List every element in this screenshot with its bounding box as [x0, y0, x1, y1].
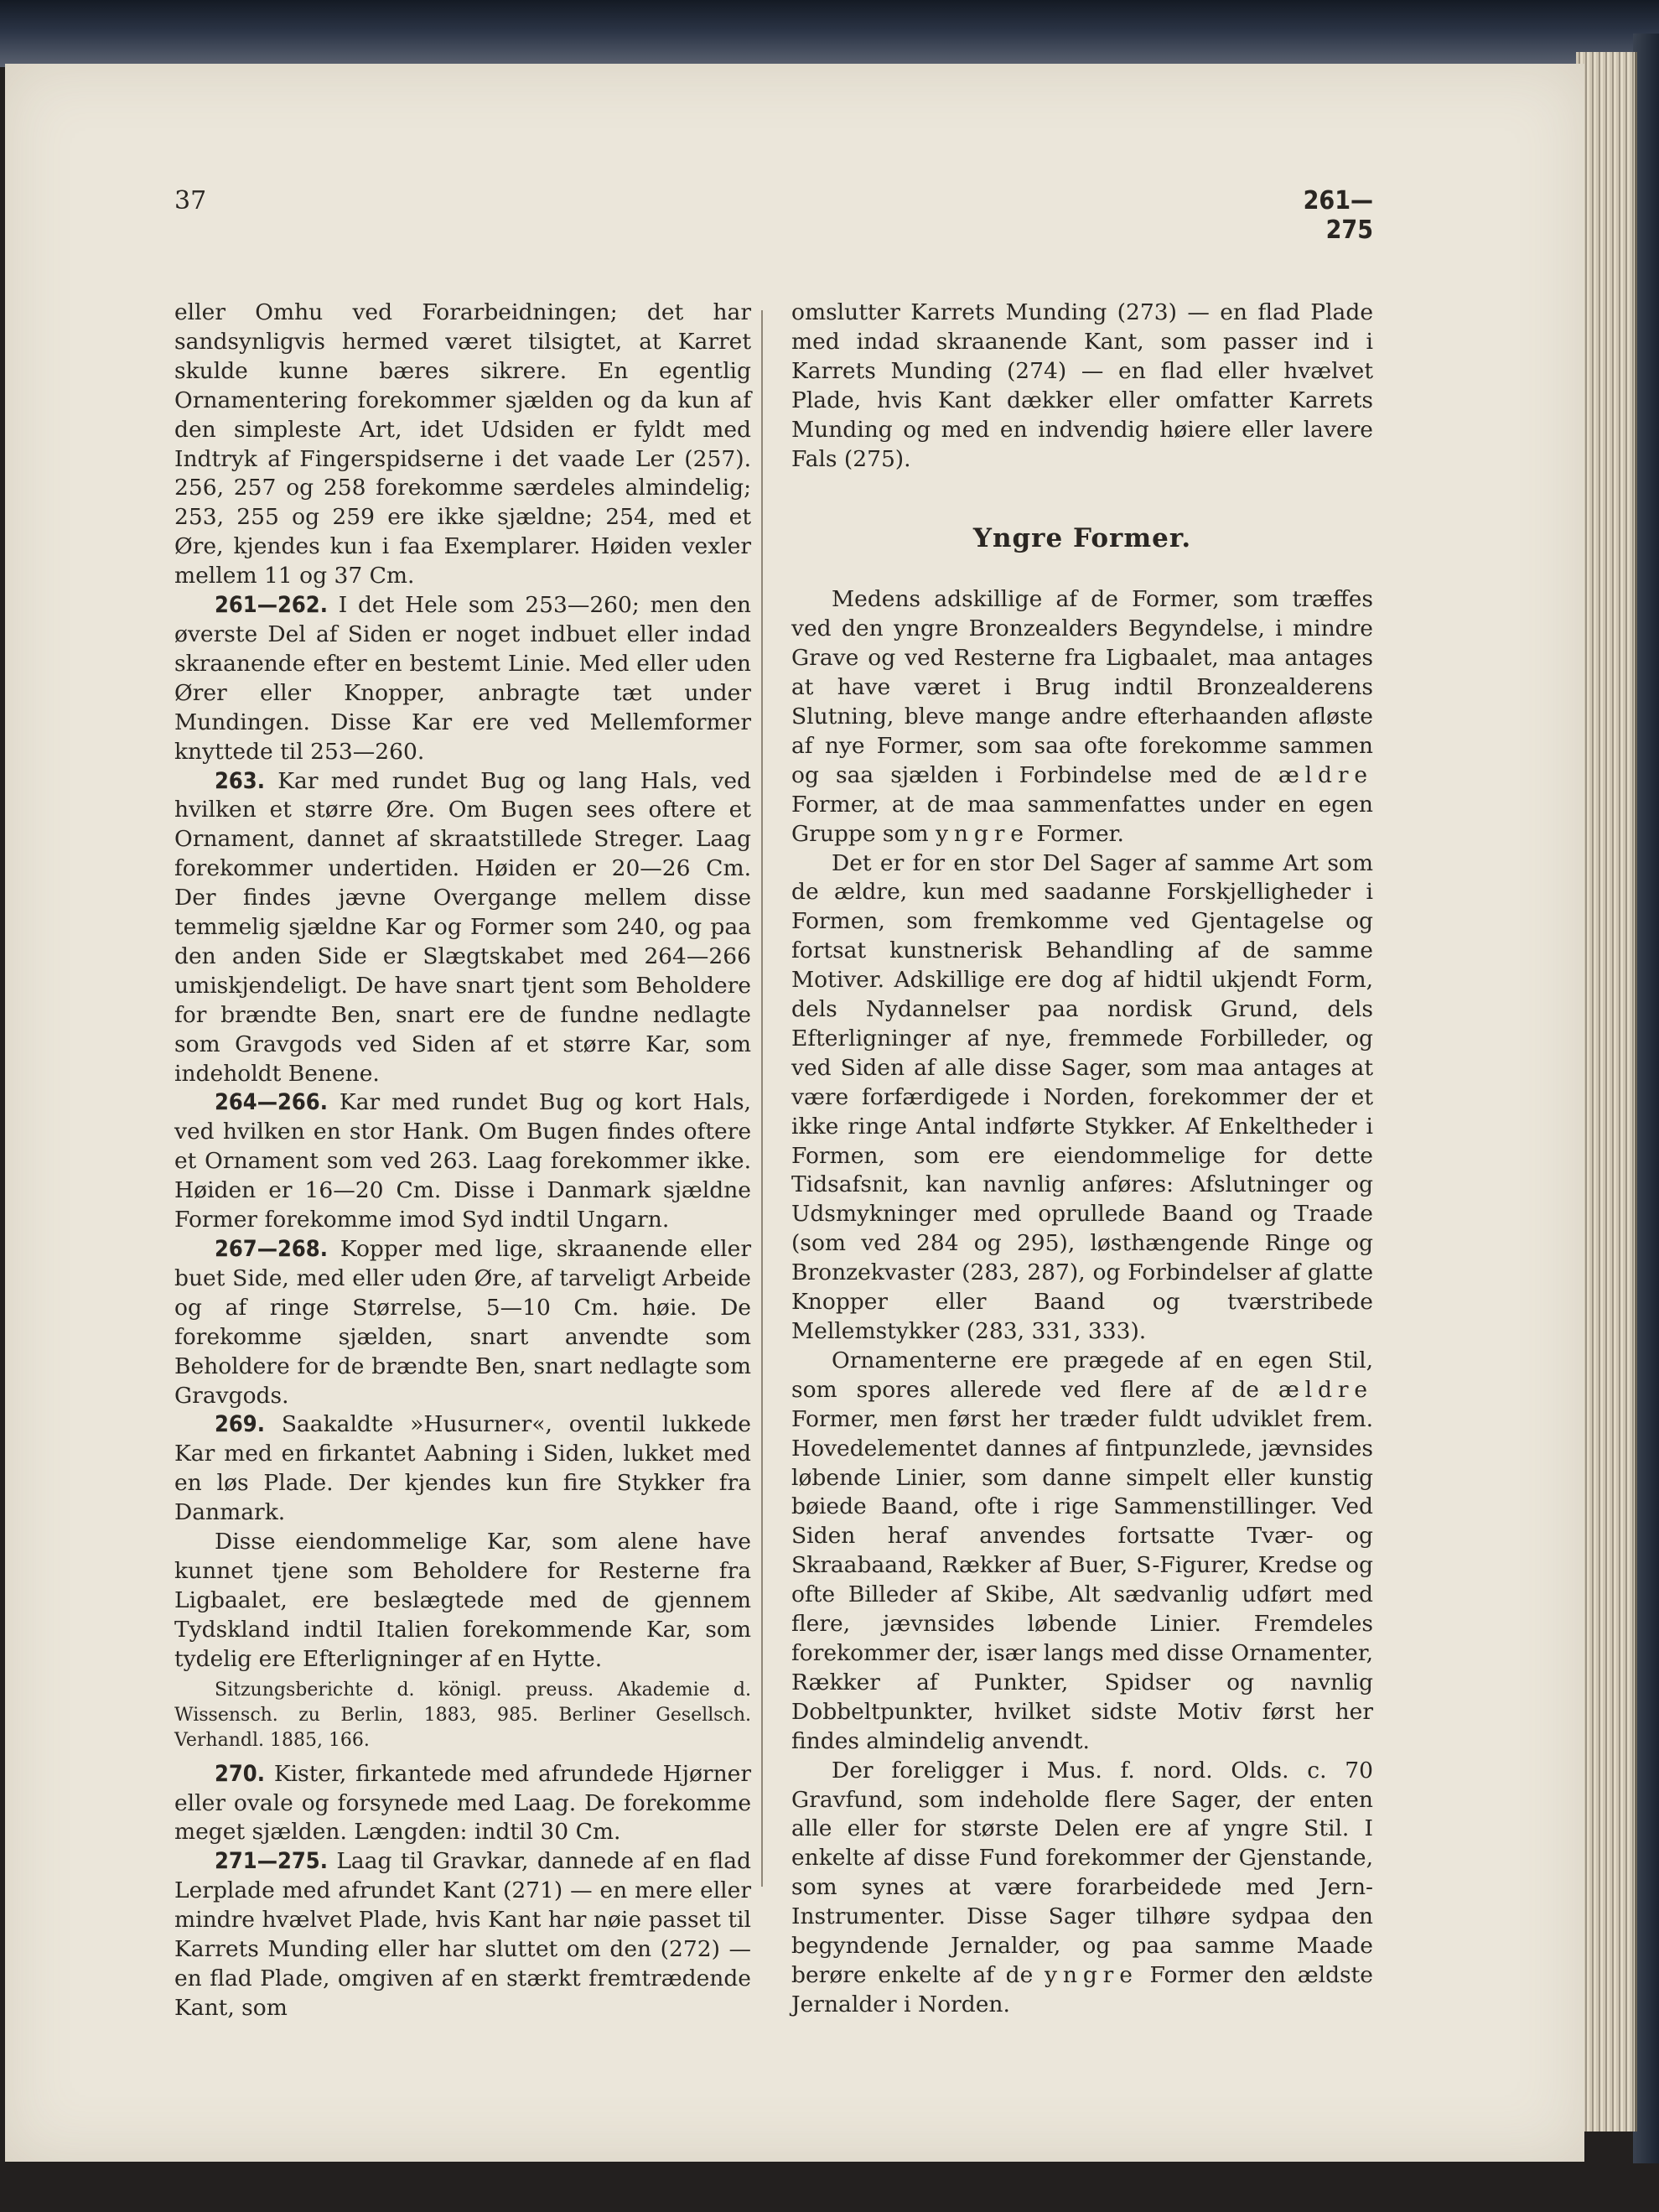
bibliographic-reference: Sitzungsberichte d. königl. preuss. Akademie d. Wissensch. zu Berlin, 1883, 985. Berliner Gesellsch. Verhandl. 1885, 166. [174, 1679, 751, 1751]
text-run: Former, men først her træder fuldt udviklet frem. Hovedelementet dannes af fintpunzlede, jævnsides løbende Linier, som danne simpelt eller kunstig bøiede Baand, ofte i rige Sammenstillinger. Ved Siden heraf anvendes fortsatte Tvær- og Skraabaand, Rækker af Buer, S-Figurer, Kredse og ofte Billeder af Skibe, Alt sædvanlig udført med flere, jævnsides løbende Linier. Fremdeles forekommer der, især langs med disse Ornamenter, Rækker af Punkter, Spidser og navnlig Dobbeltpunkter, hvilket sidste Motiv først her findes almindelig anvendt. [791, 1405, 1373, 1754]
spaced-emphasis: yngre [936, 820, 1029, 847]
left-column [174, 299, 751, 2023]
text-run: Former den ældste Jernalder i Norden. [791, 1961, 1373, 2017]
entry-text: Kopper med lige, skraanende eller buet Side, med eller uden Øre, af tarveligt Arbeide og af ringe Størrelse, 5—10 Cm. høie. De forekomme sjælden, snart anvendte som Beholdere for de brændte Ben, snart nedlagte som Gravgods. [174, 1236, 751, 1409]
paragraph [791, 1757, 1373, 2020]
text-run: Ornamenterne ere prægede af en egen Stil, som spores allerede ved flere af de [791, 1347, 1373, 1403]
entry-number: 271—275. [215, 1848, 328, 1875]
entry-number: 261—262. [215, 592, 328, 619]
entry-text: Saakaldte »Husurner«, oventil lukkede Kar med en firkantet Aabning i Siden, lukket med en løs Plade. Der kjendes kun fire Stykker fra Danmark. [174, 1411, 751, 1526]
text-run: Former. [1036, 820, 1124, 847]
paragraph-text: Disse eiendommelige Kar, som alene have kunnet tjene som Beholdere for Resterne fra Ligbaalet, ere beslægtede med de gjennem Tydskland indtil Italien forekommende Kar, som tydelig ere Efterligninger af en Hytte. [174, 1529, 751, 1672]
page-number: 37 [174, 186, 207, 215]
paragraph: Det er for en stor Del Sager af samme Art som de ældre, kun med saadanne Forskjelligheder i Formen, som fremkomme ved Gjentagelse og fortsat kunstnerisk Behandling af de samme Motiver. Adskillige ere dog af hidtil ukjendt Form, dels Nydannelser paa nordisk Grund, dels Efterligninger af nye, fremmede Forbilleder, og ved Siden af alle disse Sager, som maa antages at være forfærdigede i Norden, forekommer der et ikke ringe Antal indførte Stykker. Af Enkeltheder i Formen, som ere eiendommelige for dette Tidsafsnit, kan navnlig anføres: Afslutninger og Udsmykninger med oprullede Baand og Traade (som ved 284 og 295), løsthængende Ringe og Bronzekvaster (283, 287), og Forbindelser af glatte Knopper eller Baand og tværstribede Mellemstykker (283, 331, 333). [791, 849, 1373, 1344]
paragraph [791, 585, 1373, 849]
entry-263 [174, 767, 751, 1089]
entry-269 [174, 1410, 751, 1528]
entry-text: I det Hele som 253—260; men den øverste Del af Siden er noget indbuet eller indad skraanende efter en bestemt Linie. Med eller uden Ører eller Knopper, anbragte tæt under Mundingen. Disse Kar ere ved Mellemformer knyttede til 253—260. [174, 592, 751, 765]
text-run: Der foreligger i Mus. f. nord. Olds. c. 70 Gravfund, som indeholde flere Sager, der enten alle eller for største Delen ere af yngre Stil. I enkelte af disse Fund forekommer der Gjenstande, som synes at være forarbeidede med Jern-Instrumenter. Disse Sager tilhøre sydpaa den begyndende Jernalder, og paa samme Maade berøre enkelte af de [791, 1757, 1373, 1988]
entry-number: 264—266. [215, 1089, 328, 1116]
entry-number: 267—268. [215, 1236, 328, 1262]
entry-number: 270. [215, 1760, 265, 1787]
entry-text: Kister, firkantede med afrundede Hjørner eller ovale og forsynede med Laag. De forekomme meget sjælden. Længden: indtil 30 Cm. [174, 1760, 751, 1846]
entry-number: 263. [215, 767, 265, 794]
entry-267-268 [174, 1235, 751, 1410]
entry-text: Laag til Gravkar, dannede af en flad Lerplade med afrundet Kant (271) — en mere eller mindre hvælvet Plade, hvis Kant har nøie passet til Karrets Munding eller har sluttet om den (272) — en flad Plade, omgiven af en stærkt fremtrædende Kant, som [174, 1848, 751, 2021]
paragraph [174, 299, 751, 591]
entry-264-266 [174, 1088, 751, 1235]
paragraph [791, 1347, 1373, 1757]
spaced-emphasis: ældre [1278, 1376, 1373, 1403]
entry-text: Kar med rundet Bug og kort Hals, ved hvilken en stor Hank. Om Bugen findes oftere et Ornament som ved 263. Laag forekommer ikke. Høiden er 16—20 Cm. Disse i Danmark sjældne Former forekomme imod Syd indtil Ungarn. [174, 1089, 751, 1233]
entry-text: Kar med rundet Bug og lang Hals, ved hvilken et større Øre. Om Bugen sees oftere et Ornament, dannet af skraatstillede Streger. Laag forekommer undertiden. Høiden er 20—26 Cm. Der findes jævne Overgange mellem disse temmelig sjældne Kar og Former som 240, og paa den anden Side er Slægtskabet med 264—266 umiskjendeligt. De have snart tjent som Beholdere for brændte Ben, snart ere de fundne nedlagte som Gravgods ved Siden af et større Kar, som indeholdt Benene. [174, 767, 751, 1087]
entry-271-275 [174, 1847, 751, 2022]
entry-270 [174, 1760, 751, 1848]
spaced-emphasis: ældre [1278, 761, 1373, 788]
spaced-emphasis: yngre [1045, 1961, 1138, 1988]
paragraph [174, 1528, 751, 1675]
entry-261-262 [174, 591, 751, 766]
page-stack-edges [1576, 52, 1637, 2132]
right-column [791, 299, 1373, 2020]
section-heading: Yngre Former. [972, 523, 1192, 554]
text-run: Medens adskillige af de Former, som træffes ved den yngre Bronzealders Begyndelse, i mindre Grave og ved Resterne fra Ligbaalet, maa antages at have været i Brug indtil Bronzealderens Slutning, bleve mange andre efterhaanden afløste af nye Former, som saa ofte forekomme sammen og saa sjælden i Forbindelse med de [791, 586, 1373, 788]
paragraph-text: eller Omhu ved Forarbeidningen; det har sandsynligvis hermed været tilsigtet, at Karret skulde kunne bæres sikrere. En egentlig Ornamentering forekommer sjælden og da kun af den simpleste Art, idet Udsiden er fyldt med Indtryk af Fingerspidserne i det vaade Ler (257). 256, 257 og 258 forekomme særdeles almindelig; 253, 255 og 259 ere ikke sjældne; 254, med et Øre, kjendes kun i faa Exemplarer. Høiden vexler mellem 11 og 37 Cm. [174, 299, 751, 589]
book-cover-edge [0, 0, 1659, 67]
text-run: Former, at de maa sammenfattes under en egen Gruppe som [791, 791, 1373, 847]
entry-number: 269. [215, 1411, 265, 1438]
column-divider [761, 310, 763, 1887]
page-range-header: 261—275 [1303, 186, 1373, 245]
paragraph: omslutter Karrets Munding (273) — en flad Plade med indad skraanende Kant, som passer ind i Karrets Munding (274) — en flad eller hvælvet Plade, hvis Kant dækker eller omfatter Karrets Munding og med en indvendig høiere eller lavere Fals (275). [791, 299, 1373, 472]
